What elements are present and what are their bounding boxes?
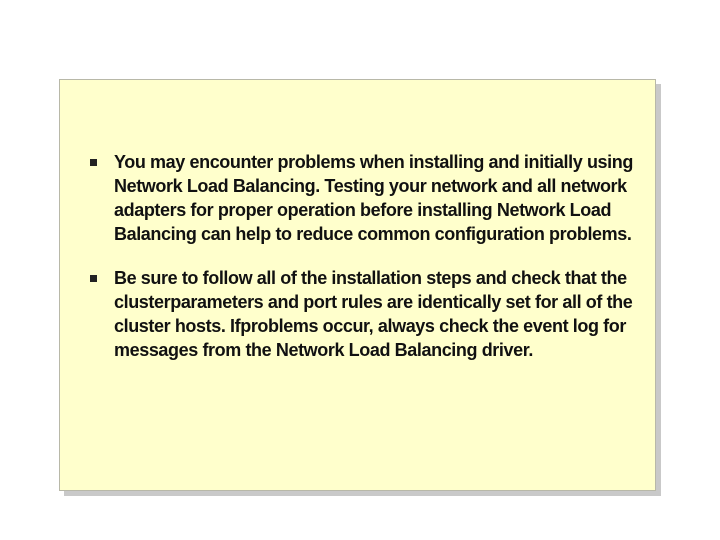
square-bullet-icon — [90, 275, 97, 282]
content-panel — [59, 79, 656, 491]
bullet-item — [60, 150, 655, 246]
bullet-text: You may encounter problems when installing and initially using Network Load Balancing. Testing your network and all network adapters for proper operation before installing Network Load Balancing can help to reduce common configuration problems. — [114, 152, 633, 244]
bullet-item — [60, 266, 655, 362]
square-bullet-icon — [90, 159, 97, 166]
bullet-list — [60, 150, 655, 382]
bullet-text: Be sure to follow all of the installation steps and check that the clusterparameters and port rules are identically set for all of the cluster hosts. Ifproblems occur, always check the event log for messages from the Network Load Balancing driver. — [114, 268, 633, 360]
